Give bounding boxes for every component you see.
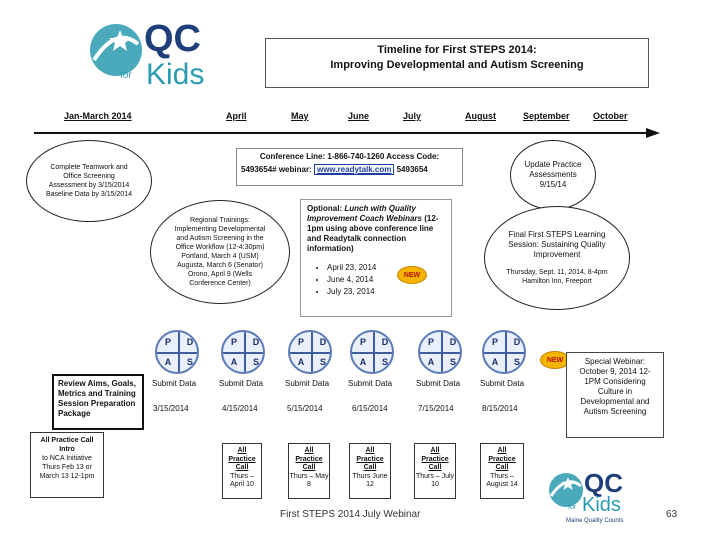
pdsa-d: D [319, 337, 327, 347]
final-session-oval [484, 206, 630, 310]
practice-call-when: Thurs – August 14 [486, 472, 518, 488]
logo-bottom [544, 468, 654, 528]
pdsa-s: S [252, 357, 259, 367]
pdsa-p: P [359, 337, 366, 347]
footer-text: First STEPS 2014 July Webinar [280, 509, 421, 520]
submit-label: Submit Data [219, 379, 264, 388]
month-october: October [593, 111, 628, 121]
pdsa-cycle-6 [482, 330, 526, 374]
month-june: June [348, 111, 370, 121]
new-badge-special: NEW [540, 351, 570, 369]
lunch-date-item: • April 23, 2014 [327, 262, 445, 274]
pdsa-d: D [449, 337, 457, 347]
pdsa-p: P [164, 337, 171, 347]
logo-top [86, 12, 232, 100]
assessment-oval [26, 140, 152, 222]
pdsa-p: P [427, 337, 434, 347]
month-may: May [291, 111, 309, 121]
review-box [52, 374, 144, 430]
pdsa-a: A [297, 357, 305, 367]
conference-code-a: 5493654# [241, 165, 277, 174]
page-number: 63 [666, 509, 678, 520]
logo-kids: Kids [146, 58, 205, 91]
submit-date: 8/15/2014 [482, 404, 518, 413]
optional-italic: Lunch with Quality Improvement Coach Webinars [307, 204, 422, 223]
optional-lead: Optional: [307, 204, 343, 213]
lunch-date-item: • June 4, 2014 [327, 274, 445, 286]
logo-for: for [120, 70, 132, 81]
final-session-date: Thursday, Sept. 11, 2014, 8-4pm Hamilton Inn, Freeport [506, 269, 608, 285]
pdsa-cycle-4 [350, 330, 394, 374]
pdsa-d: D [513, 337, 521, 347]
submit-label: Submit Data [348, 379, 393, 388]
special-webinar-box [566, 352, 664, 438]
conference-line: Conference Line: 1-866-740-1260 Access Code: [259, 152, 440, 161]
submit-label: Submit Data [416, 379, 461, 388]
star-swirl-icon [546, 468, 586, 512]
review-text: Review Aims, Goals, Metrics and Training Session Preparation Package [58, 379, 136, 418]
practice-call-july: All Practice Call Thurs – July 10 [414, 443, 456, 499]
final-session-text: Final First STEPS Learning Session: Sustaining Quality Improvement [508, 230, 606, 259]
pdsa-s: S [319, 357, 326, 367]
intro-call-box [30, 432, 104, 498]
pdsa-cycle-1 [155, 330, 199, 374]
pdsa-p: P [297, 337, 304, 347]
submit-date: 7/15/2014 [418, 404, 454, 413]
pdsa-d: D [252, 337, 260, 347]
intro-call-title: All Practice Call Intro [40, 437, 94, 453]
logo-bottom-kids: Kids [582, 494, 621, 516]
conference-box [236, 148, 463, 186]
pdsa-s: S [449, 357, 456, 367]
optional-rest: (12-1pm using above conference line and Readytalk connection information) [307, 214, 439, 253]
pdsa-s: S [513, 357, 520, 367]
pdsa-cycle-3 [288, 330, 332, 374]
submit-label: Submit Data [480, 379, 525, 388]
star-swirl-icon [86, 16, 146, 86]
timeline-arrow [34, 127, 662, 139]
readytalk-link[interactable]: www.readytalk.com [314, 164, 394, 175]
pdsa-a: A [164, 357, 172, 367]
special-webinar-text: Special Webinar: October 9, 2014 12-1PM Considering Culture in Developmental and Autism Screening [579, 357, 651, 416]
update-assessments-oval [510, 140, 596, 210]
submit-label: Submit Data [152, 379, 197, 388]
logo-bottom-for: for [568, 504, 577, 511]
lunch-date-item: • July 23, 2014 [327, 286, 445, 298]
title-box [265, 38, 649, 88]
submit-date: 6/15/2014 [352, 404, 388, 413]
pdsa-a: A [491, 357, 499, 367]
month-april: April [226, 111, 247, 121]
practice-call-april: All Practice Call Thurs – April 10 [222, 443, 262, 499]
month-july: July [403, 111, 422, 121]
update-assessments-text: Update Practice Assessments 9/15/14 [524, 160, 582, 189]
pdsa-a: A [427, 357, 435, 367]
logo-bottom-qc: QC [584, 468, 623, 498]
title-line2: Improving Developmental and Autism Screening [330, 59, 584, 71]
pdsa-p: P [230, 337, 237, 347]
practice-call-when: Thurs – July 10 [415, 472, 455, 488]
submit-label: Submit Data [285, 379, 330, 388]
pdsa-p: P [491, 337, 498, 347]
pdsa-s: S [186, 357, 193, 367]
pdsa-cycle-5 [418, 330, 462, 374]
logo-tagline: Maine Quality Counts [566, 518, 624, 524]
practice-call-august: All Practice Call Thurs – August 14 [480, 443, 524, 499]
intro-call-line: to NCA Initiative Thurs Feb 13 or March 13 12-1pm [39, 455, 95, 480]
practice-call-when: Thurs – April 10 [230, 472, 254, 488]
optional-lunch-box [300, 199, 452, 317]
logo-qc: QC [144, 18, 201, 60]
month-august: August [465, 111, 496, 121]
month-jan-march: Jan-March 2014 [64, 111, 132, 121]
submit-date: 3/15/2014 [153, 404, 189, 413]
practice-call-may: All Practice Call Thurs – May 8 [288, 443, 330, 499]
regional-trainings-oval [150, 200, 290, 304]
pdsa-a: A [230, 357, 238, 367]
assessment-oval-text: Complete Teamwork and Office Screening Assessment by 3/15/2014 Baseline Data by 3/15/2014 [45, 164, 132, 198]
practice-call-june: All Practice Call Thurs June 12 [349, 443, 391, 499]
submit-date: 4/15/2014 [222, 404, 258, 413]
pdsa-cycle-2 [221, 330, 265, 374]
title-line1: Timeline for First STEPS 2014: [377, 44, 537, 56]
new-badge-lunch: NEW [397, 266, 427, 284]
month-september: September [523, 111, 570, 121]
pdsa-a: A [359, 357, 367, 367]
conference-webinar-label: webinar: [278, 165, 312, 174]
pdsa-d: D [381, 337, 389, 347]
pdsa-d: D [186, 337, 194, 347]
pdsa-s: S [381, 357, 388, 367]
submit-date: 5/15/2014 [287, 404, 323, 413]
regional-trainings-text: Regional Trainings: Implementing Developmental and Autism Screening in the Office Workflow (12-4:30pm) Portland, March 4 (USM) Augusta, March 6 (Senator) Orono, April 9 (Wells Conference Center) [174, 217, 266, 287]
practice-call-when: Thurs – May 8 [289, 472, 329, 488]
practice-call-when: Thurs June 12 [352, 472, 388, 488]
conference-code-b: 5493654 [396, 165, 428, 174]
